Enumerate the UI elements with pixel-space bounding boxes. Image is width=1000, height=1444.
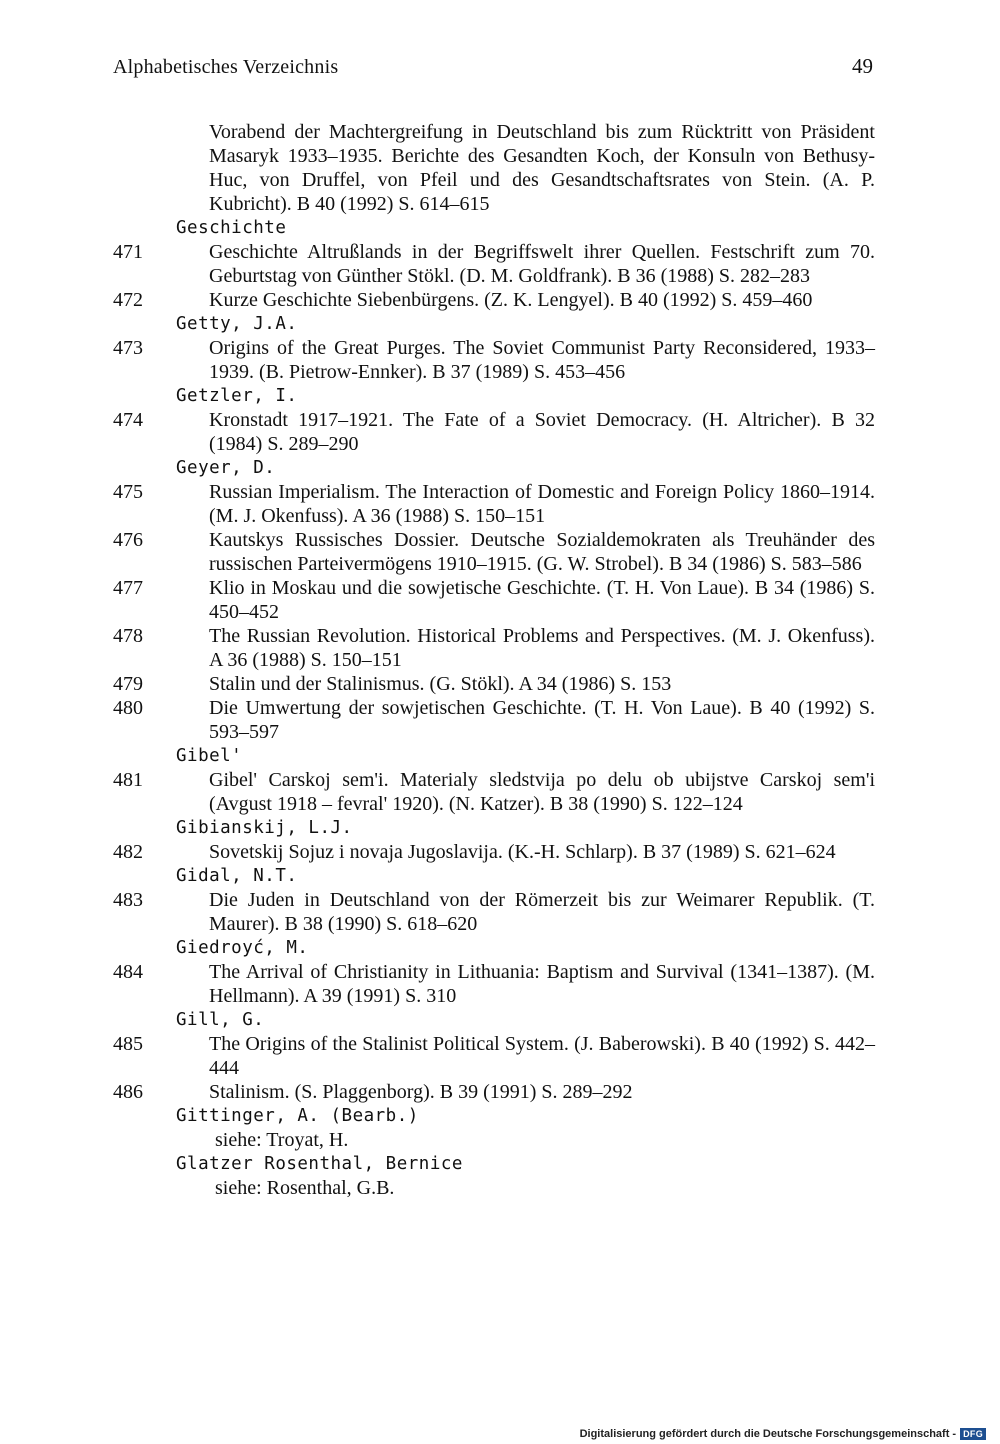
author-heading: Geschichte bbox=[176, 218, 287, 238]
index-entry bbox=[113, 408, 875, 456]
author-heading: Gibianskij, L.J. bbox=[176, 818, 353, 838]
author-heading: Glatzer Rosenthal, Bernice bbox=[176, 1154, 463, 1174]
index-entry bbox=[113, 1080, 875, 1104]
author-heading: Gill, G. bbox=[176, 1010, 265, 1030]
index-entry bbox=[113, 288, 875, 312]
entry-number: 478 bbox=[113, 625, 143, 647]
entry-citation: Die Umwertung der sowjetischen Geschichte. (T. H. Von Laue). B 40 (1992) S. 593–597 bbox=[209, 697, 875, 743]
index-entry bbox=[113, 888, 875, 936]
entry-citation: Origins of the Great Purges. The Soviet Communist Party Reconsidered, 1933–1939. (B. Pietrow-Ennker). B 37 (1989) S. 453–456 bbox=[209, 337, 875, 383]
index-entry bbox=[113, 528, 875, 576]
dfg-logo: DFG bbox=[960, 1428, 986, 1440]
entry-number: 477 bbox=[113, 577, 143, 599]
footer-credit bbox=[580, 1428, 986, 1440]
entry-number: 474 bbox=[113, 409, 143, 431]
index-entries bbox=[113, 216, 875, 1200]
entry-number: 486 bbox=[113, 1081, 143, 1103]
entry-citation: The Russian Revolution. Historical Problems and Perspectives. (M. J. Okenfuss). A 36 (1988) S. 150–151 bbox=[209, 625, 875, 671]
index-entry bbox=[113, 672, 875, 696]
footer-text: Digitalisierung gefördert durch die Deutsche Forschungsgemeinschaft - bbox=[579, 1428, 957, 1440]
entry-number: 479 bbox=[113, 673, 143, 695]
entry-number: 484 bbox=[113, 961, 143, 983]
entry-number: 485 bbox=[113, 1033, 143, 1055]
index-entry bbox=[113, 696, 875, 744]
entry-citation: Russian Imperialism. The Interaction of Domestic and Foreign Policy 1860–1914. (M. J. Okenfuss). A 36 (1988) S. 150–151 bbox=[209, 481, 875, 527]
entry-number: 476 bbox=[113, 529, 143, 551]
entry-citation: Kurze Geschichte Siebenbürgens. (Z. K. Lengyel). B 40 (1992) S. 459–460 bbox=[209, 289, 813, 311]
entry-citation: Kautskys Russisches Dossier. Deutsche Sozialdemokraten als Treuhänder des russischen Parteivermögens 1910–1915. (G. W. Strobel). B 34 (1986) S. 583–586 bbox=[209, 529, 875, 575]
entry-number: 472 bbox=[113, 289, 143, 311]
index-entry bbox=[113, 840, 875, 864]
index-entry bbox=[113, 480, 875, 528]
author-heading: Gidal, N.T. bbox=[176, 866, 298, 886]
entry-citation: Sovetskij Sojuz i novaja Jugoslavija. (K.-H. Schlarp). B 37 (1989) S. 621–624 bbox=[209, 841, 836, 863]
index-entry bbox=[113, 336, 875, 384]
author-heading: Geyer, D. bbox=[176, 458, 276, 478]
continued-entry-text: Vorabend der Machtergreifung in Deutschland bis zum Rücktritt von Präsident Masaryk 1933–1935. Berichte des Gesandten Koch, der Konsuln von Bethusy-Huc, von Druffel, von Pfeil und des Gesandtschaftsrates von Stein. (A. P. Kubricht). B 40 (1992) S. 614–615 bbox=[209, 121, 875, 215]
entry-citation: Gibel' Carskoj sem'i. Materialy sledstvija po delu ob ubijstve Carskoj sem'i (Avgust 1918 – fevral' 1920). (N. Katzer). B 38 (1990) S. 122–124 bbox=[209, 769, 875, 815]
see-reference: siehe: Rosenthal, G.B. bbox=[215, 1177, 395, 1199]
see-reference: siehe: Troyat, H. bbox=[215, 1129, 349, 1151]
entry-number: 480 bbox=[113, 697, 143, 719]
entry-citation: Klio in Moskau und die sowjetische Geschichte. (T. H. Von Laue). B 34 (1986) S. 450–452 bbox=[209, 577, 875, 623]
entry-number: 475 bbox=[113, 481, 143, 503]
index-entry bbox=[113, 960, 875, 1008]
entry-citation: Die Juden in Deutschland von der Römerzeit bis zur Weimarer Republik. (T. Maurer). B 38 (1990) S. 618–620 bbox=[209, 889, 875, 935]
entry-number: 471 bbox=[113, 241, 143, 263]
running-title: Alphabetisches Verzeichnis bbox=[113, 56, 339, 78]
entry-citation: Stalin und der Stalinismus. (G. Stökl). A 34 (1986) S. 153 bbox=[209, 673, 672, 695]
index-entry bbox=[113, 576, 875, 624]
author-heading: Giedroyć, M. bbox=[176, 938, 309, 958]
index-entry bbox=[113, 240, 875, 288]
entry-citation: Geschichte Altrußlands in der Begriffswelt ihrer Quellen. Festschrift zum 70. Geburtstag von Günther Stökl. (D. M. Goldfrank). B 36 (1988) S. 282–283 bbox=[209, 241, 875, 287]
index-entry bbox=[113, 768, 875, 816]
index-entry bbox=[113, 624, 875, 672]
index-entry bbox=[113, 1032, 875, 1080]
entry-citation: Stalinism. (S. Plaggenborg). B 39 (1991) S. 289–292 bbox=[209, 1081, 633, 1103]
entry-number: 473 bbox=[113, 337, 143, 359]
author-heading: Getty, J.A. bbox=[176, 314, 298, 334]
index-content bbox=[113, 120, 875, 1200]
page-header bbox=[113, 54, 873, 84]
page-number: 49 bbox=[852, 54, 873, 78]
entry-number: 483 bbox=[113, 889, 143, 911]
author-heading: Gittinger, A. (Bearb.) bbox=[176, 1106, 419, 1126]
entry-citation: The Origins of the Stalinist Political System. (J. Baberowski). B 40 (1992) S. 442–444 bbox=[209, 1033, 875, 1079]
entry-citation: Kronstadt 1917–1921. The Fate of a Soviet Democracy. (H. Altricher). B 32 (1984) S. 289–290 bbox=[209, 409, 875, 455]
entry-citation: The Arrival of Christianity in Lithuania: Baptism and Survival (1341–1387). (M. Hellmann). A 39 (1991) S. 310 bbox=[209, 961, 875, 1007]
entry-number: 482 bbox=[113, 841, 143, 863]
author-heading: Gibel' bbox=[176, 746, 243, 766]
author-heading: Getzler, I. bbox=[176, 386, 298, 406]
entry-number: 481 bbox=[113, 769, 143, 791]
